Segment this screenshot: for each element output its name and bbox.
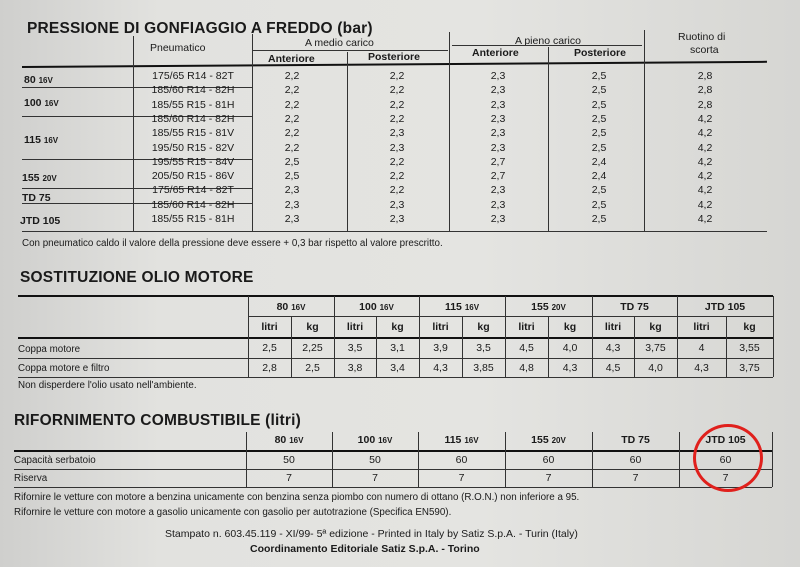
pressure-cell-tyre: 185/55 R15 - 81H <box>151 98 235 111</box>
model-100: 100 16V <box>24 97 59 109</box>
fuel-value: 7 <box>722 472 729 484</box>
pressure-cell-tyre: 185/60 R14 - 82H <box>151 84 235 97</box>
model-td75: TD 75 <box>22 192 51 204</box>
header-full-front: Anteriore <box>472 47 519 59</box>
header-tyre: Pneumatico <box>150 42 206 54</box>
pressure-cell-spare: 4,2 <box>697 112 713 125</box>
pressure-cell-ff: 2,3 <box>490 70 506 82</box>
pressure-note: Con pneumatico caldo il valore della pressione deve essere + 0,3 bar rispetto al valore prescritto. <box>22 238 443 249</box>
pressure-cell-spare: 4,2 <box>697 213 713 225</box>
fuel-row-label-0: Capacità serbatoio <box>14 455 96 466</box>
fuel-engine-header: 115 16V <box>444 434 479 446</box>
pressure-cell-mf: 2,2 <box>284 70 300 82</box>
oil-value-litri: 3,5 <box>347 342 363 354</box>
pressure-cell-tyre: 185/55 R15 - 81V <box>151 127 235 140</box>
oil-value-kg: 2,25 <box>302 342 323 354</box>
pressure-cell-fr: 2,4 <box>591 170 607 183</box>
pressure-cell-fr: 2,5 <box>591 70 607 82</box>
pressure-cell-ff: 2,3 <box>490 213 506 225</box>
pressure-cell-tyre: 185/60 R14 - 82H <box>151 198 235 211</box>
pressure-cell-mf: 2,2 <box>284 127 300 140</box>
pressure-cell-fr: 2,4 <box>591 155 607 168</box>
oil-value-litri: 2,8 <box>262 362 277 374</box>
pressure-cell-spare: 4,2 <box>697 127 713 140</box>
pressure-cell-fr: 2,5 <box>591 184 607 197</box>
oil-value-kg: 3,75 <box>739 362 760 374</box>
pressure-cell-ff: 2,3 <box>490 84 506 97</box>
oil-value-kg: 4,3 <box>562 362 578 374</box>
oil-value-kg: 3,4 <box>390 362 405 374</box>
fuel-value: 60 <box>542 454 555 466</box>
fuel-title: RIFORNIMENTO COMBUSTIBILE (litri) <box>14 412 302 429</box>
fuel-engine-header: 80 16V <box>274 434 304 446</box>
pressure-cell-tyre: 175/65 R14 - 82T <box>152 70 234 82</box>
fuel-value: 7 <box>545 472 552 484</box>
pressure-cell-ff: 2,7 <box>490 155 506 168</box>
fuel-note-2: Rifornire le vetture con motore a gasolio unicamente con gasolio per autotrazione (Specifica EN590). <box>14 507 452 518</box>
pressure-cell-fr: 2,5 <box>591 213 607 225</box>
pressure-cell-ff: 2,3 <box>490 127 506 140</box>
pressure-cell-mf: 2,2 <box>284 84 300 97</box>
pressure-cell-mf: 2,3 <box>284 213 300 225</box>
oil-value-litri: 4,5 <box>605 362 621 374</box>
pressure-cell-spare: 4,2 <box>697 198 713 211</box>
oil-unit-litri: litri <box>693 321 710 333</box>
oil-value-kg: 3,85 <box>473 362 494 374</box>
model-115: 115 16V <box>24 134 59 146</box>
pressure-cell-tyre: 175/65 R14 - 82T <box>152 184 234 197</box>
model-jtd105: JTD 105 <box>20 215 61 227</box>
header-medium-rear: Posteriore <box>368 51 420 63</box>
pressure-cell-spare: 4,2 <box>697 141 713 154</box>
pressure-cell-tyre: 185/55 R15 - 81H <box>151 213 235 225</box>
oil-unit-kg: kg <box>563 321 577 333</box>
pressure-cell-mf: 2,5 <box>284 155 300 168</box>
pressure-cell-mr: 2,2 <box>389 84 405 97</box>
oil-unit-litri: litri <box>346 321 364 333</box>
pressure-cell-mf: 2,2 <box>284 98 300 111</box>
pressure-cell-ff: 2,3 <box>490 198 506 211</box>
pressure-cell-mr: 2,3 <box>389 213 405 225</box>
footer-editorial: Coordinamento Editoriale Satiz S.p.A. - Torino <box>250 543 480 555</box>
pressure-cell-spare: 4,2 <box>697 155 713 168</box>
pressure-cell-tyre: 205/50 R15 - 86V <box>151 170 235 183</box>
oil-unit-kg: kg <box>306 321 319 333</box>
pressure-cell-ff: 2,7 <box>490 170 506 183</box>
pressure-cell-mf: 2,5 <box>284 170 300 183</box>
highlight-circle <box>693 424 763 492</box>
header-spare-1: Ruotino di <box>678 31 726 43</box>
pressure-cell-fr: 2,5 <box>591 141 607 154</box>
fuel-value: 7 <box>458 472 465 484</box>
oil-unit-kg: kg <box>477 321 490 333</box>
pressure-cell-mr: 2,2 <box>389 170 405 183</box>
pressure-cell-ff: 2,3 <box>490 98 506 111</box>
pressure-cell-fr: 2,5 <box>591 112 607 125</box>
pressure-cell-mr: 2,2 <box>389 112 405 125</box>
oil-value-kg: 2,5 <box>305 362 320 374</box>
pressure-cell-tyre: 195/55 R15 - 84V <box>151 155 235 168</box>
oil-value-litri: 4,5 <box>519 342 534 354</box>
pressure-cell-mf: 2,2 <box>284 141 300 154</box>
oil-unit-litri: litri <box>604 321 622 333</box>
pressure-cell-mr: 2,3 <box>389 198 405 211</box>
oil-value-litri: 4,8 <box>519 362 534 374</box>
header-full-load: A pieno carico <box>515 35 581 47</box>
oil-unit-litri: litri <box>432 321 449 333</box>
oil-note: Non disperdere l'olio usato nell'ambiente. <box>18 380 197 391</box>
fuel-value: 50 <box>369 454 381 466</box>
header-spare-2: scorta <box>690 44 719 56</box>
pressure-cell-tyre: 195/50 R15 - 82V <box>151 141 235 154</box>
fuel-row-label-1: Riserva <box>14 473 48 484</box>
pressure-cell-fr: 2,5 <box>591 98 607 111</box>
oil-title: SOSTITUZIONE OLIO MOTORE <box>20 269 254 286</box>
fuel-engine-header: TD 75 <box>621 434 650 446</box>
pressure-cell-ff: 2,3 <box>490 112 506 125</box>
fuel-engine-header: 100 16V <box>357 434 393 446</box>
pressure-cell-mf: 2,3 <box>284 184 300 197</box>
oil-value-kg: 4,0 <box>562 342 578 354</box>
oil-engine-header: 80 16V <box>276 301 306 313</box>
oil-value-litri: 4 <box>698 342 705 354</box>
fuel-value: 7 <box>632 472 639 484</box>
oil-value-kg: 3,1 <box>390 342 405 354</box>
footer-printed: Stampato n. 603.45.119 - XI/99- 5ª edizione - Printed in Italy by Satiz S.p.A. - Turin (Italy) <box>165 528 578 540</box>
pressure-cell-spare: 4,2 <box>697 170 713 183</box>
oil-value-kg: 3,75 <box>645 342 666 354</box>
pressure-cell-mf: 2,3 <box>284 198 300 211</box>
oil-engine-header: TD 75 <box>620 301 649 313</box>
pressure-cell-ff: 2,3 <box>490 141 506 154</box>
oil-unit-kg: kg <box>649 321 662 333</box>
oil-engine-header: 115 16V <box>444 301 480 313</box>
oil-value-litri: 4,3 <box>694 362 709 374</box>
oil-value-kg: 3,5 <box>476 342 491 354</box>
fuel-note-1: Rifornire le vetture con motore a benzina unicamente con benzina senza piombo con numero di ottano (R.O.N.) non inferiore a 95. <box>14 492 580 503</box>
oil-value-litri: 2,5 <box>262 342 277 354</box>
pressure-cell-mr: 2,2 <box>389 155 405 168</box>
pressure-cell-fr: 2,5 <box>591 198 607 211</box>
model-155: 155 20V <box>22 172 57 184</box>
pressure-cell-mr: 2,3 <box>389 127 405 140</box>
model-80: 80 16V <box>24 74 53 86</box>
pressure-cell-mr: 2,3 <box>389 141 405 154</box>
pressure-cell-mr: 2,2 <box>389 98 405 111</box>
header-medium-load: A medio carico <box>305 37 374 49</box>
oil-value-litri: 4,3 <box>433 362 448 374</box>
oil-value-litri: 4,3 <box>605 342 621 354</box>
oil-value-litri: 3,9 <box>433 342 448 354</box>
fuel-engine-header: JTD 105 <box>705 434 746 446</box>
fuel-value: 60 <box>719 454 732 466</box>
oil-row-label-1: Coppa motore e filtro <box>18 363 110 374</box>
pressure-cell-spare: 4,2 <box>697 184 713 197</box>
oil-engine-header: JTD 105 <box>704 301 746 313</box>
header-full-rear: Posteriore <box>574 47 626 59</box>
pressure-cell-spare: 2,8 <box>697 84 713 97</box>
oil-unit-litri: litri <box>518 321 535 333</box>
pressure-title: PRESSIONE DI GONFIAGGIO A FREDDO (bar) <box>27 20 373 37</box>
fuel-value: 60 <box>455 454 468 466</box>
oil-row-label-0: Coppa motore <box>18 344 81 355</box>
oil-value-kg: 3,55 <box>739 342 760 354</box>
pressure-cell-spare: 2,8 <box>697 98 713 111</box>
fuel-value: 7 <box>372 472 378 484</box>
pressure-cell-mr: 2,2 <box>389 70 405 82</box>
oil-engine-header: 155 20V <box>531 301 566 313</box>
oil-value-kg: 4,0 <box>648 362 663 374</box>
pressure-cell-mf: 2,2 <box>284 112 300 125</box>
fuel-value: 7 <box>286 472 292 484</box>
pressure-cell-spare: 2,8 <box>697 70 713 82</box>
oil-unit-kg: kg <box>391 321 404 333</box>
fuel-value: 60 <box>629 454 642 466</box>
pressure-cell-fr: 2,5 <box>591 127 607 140</box>
fuel-value: 50 <box>283 454 295 466</box>
oil-engine-header: 100 16V <box>359 301 394 313</box>
pressure-cell-mr: 2,2 <box>389 184 405 197</box>
oil-unit-litri: litri <box>261 321 278 333</box>
oil-value-litri: 3,8 <box>347 362 363 374</box>
pressure-cell-ff: 2,3 <box>490 184 506 197</box>
header-medium-front: Anteriore <box>268 53 315 65</box>
pressure-cell-tyre: 185/60 R14 - 82H <box>151 112 235 125</box>
fuel-engine-header: 155 20V <box>531 434 566 446</box>
oil-unit-kg: kg <box>743 321 756 333</box>
pressure-cell-fr: 2,5 <box>591 84 607 97</box>
